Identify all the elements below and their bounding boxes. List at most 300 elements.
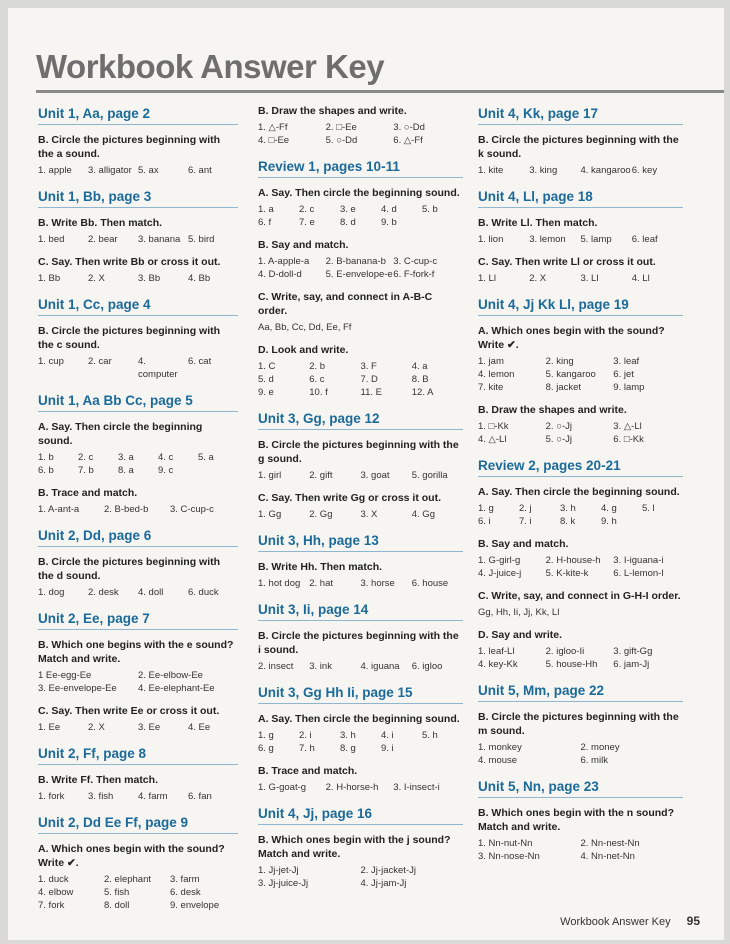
answer-item: 3. I-insect-i: [393, 782, 440, 793]
answer-item: 6. i: [478, 516, 491, 527]
exercise: [258, 629, 463, 673]
answer-item: 2. money: [580, 742, 620, 753]
section-heading: Unit 1, Bb, page 3: [38, 189, 238, 208]
answer-item: 5. lamp: [580, 234, 612, 245]
answer-section: [38, 611, 238, 734]
answer-row: [258, 781, 463, 794]
answer-row: [478, 433, 683, 446]
section-heading: Unit 5, Mm, page 22: [478, 683, 683, 702]
answer-row: [478, 381, 683, 394]
exercise-prompt: B. Write Ff. Then match.: [38, 774, 158, 786]
answer-text: Gg, Hh, Ii, Jj, Kk, Ll: [478, 607, 560, 618]
answer-item: 4. farm: [138, 791, 168, 802]
answer-item: 1. lion: [478, 234, 504, 245]
answer-row: [38, 899, 238, 912]
exercise-prompt: A. Which ones begin with the sound? Write ✔.: [478, 325, 665, 351]
answer-item: 3. leaf: [613, 356, 640, 367]
answer-item: 6. F-fork-f: [393, 269, 435, 280]
exercise-prompt: A. Say. Then circle the beginning sound.: [478, 486, 680, 498]
answer-item: 2. □-Ee: [325, 122, 357, 133]
answer-item: 3. Ll: [580, 273, 599, 284]
answer-item: 1. monkey: [478, 742, 522, 753]
exercise: [38, 842, 238, 912]
exercise: [258, 343, 463, 399]
answer-item: 1. duck: [38, 874, 69, 885]
page-number: 95: [686, 914, 700, 928]
answer-item: 2. i: [299, 730, 312, 741]
section-heading: Unit 2, Dd, page 6: [38, 528, 238, 547]
section-heading: Unit 1, Aa, page 2: [38, 106, 238, 125]
answer-item: 2. igloo-Ii: [545, 646, 585, 657]
answer-row: [478, 754, 683, 767]
answer-row: [38, 886, 238, 899]
answer-item: 8. doll: [104, 900, 130, 911]
answer-item: 4. i: [381, 730, 394, 741]
answer-item: 12. A: [411, 387, 434, 398]
answer-item: 7. i: [519, 516, 532, 527]
section-heading: Unit 4, Ll, page 18: [478, 189, 683, 208]
exercise-prompt: C. Write, say, and connect in G-H-I order.: [478, 590, 681, 602]
column-3: [478, 104, 683, 875]
answer-item: 2. X: [88, 722, 105, 733]
answer-item: 6. c: [309, 374, 325, 385]
answer-item: 2. j: [519, 503, 532, 514]
answer-text: Aa, Bb, Cc, Dd, Ee, Ff: [258, 322, 352, 333]
section-heading: Unit 2, Ee, page 7: [38, 611, 238, 630]
exercise: [478, 324, 683, 394]
answer-item: 2. gift: [309, 470, 333, 481]
answer-item: 3. ○-Dd: [393, 122, 425, 133]
answer-section: [258, 602, 463, 673]
answer-section: [38, 746, 238, 803]
answer-item: 5. b: [422, 204, 438, 215]
section-heading: Unit 4, Kk, page 17: [478, 106, 683, 125]
answer-item: 6. leaf: [631, 234, 658, 245]
section-heading: Unit 1, Cc, page 4: [38, 297, 238, 316]
answer-item: 1. G-goat-g: [258, 782, 307, 793]
answer-item: 5. gorilla: [411, 470, 448, 481]
exercise-prompt: B. Circle the pictures beginning with the c sound.: [38, 325, 221, 351]
answer-row: [38, 164, 238, 177]
answer-item: 3. lemon: [529, 234, 566, 245]
answer-row: [258, 577, 463, 590]
exercise: [38, 255, 238, 285]
exercise-prompt: B. Draw the shapes and write.: [258, 105, 407, 117]
answer-item: 4. doll: [138, 587, 164, 598]
exercise: [38, 133, 238, 177]
answer-item: 4. Gg: [411, 509, 435, 520]
answer-row: [478, 554, 683, 567]
answer-row: [258, 121, 463, 134]
section-heading: Unit 4, Jj Kk Ll, page 19: [478, 297, 683, 316]
answer-item: 2. car: [88, 356, 112, 367]
answer-item: 7. kite: [478, 382, 504, 393]
answer-row: [258, 373, 463, 386]
answer-item: 5. h: [422, 730, 438, 741]
answer-row: [258, 864, 463, 877]
answer-row: [478, 272, 683, 285]
answer-section: [258, 159, 463, 399]
title-rule: [36, 90, 724, 93]
answer-item: 2. H-house-h: [545, 555, 601, 566]
answer-item: [642, 515, 683, 528]
answer-item: 5. ○-Jj: [545, 434, 572, 445]
exercise: [258, 238, 463, 281]
answer-item: 1. kite: [478, 165, 504, 176]
answer-item: 6. desk: [170, 887, 201, 898]
answer-item: 9. e: [258, 387, 274, 398]
answer-item: 3. a: [118, 452, 134, 463]
answer-row: [258, 203, 463, 216]
answer-item: 6. ant: [188, 165, 212, 176]
answer-item: 3. C-cup-c: [170, 504, 214, 515]
answer-item: 1. C: [258, 361, 276, 372]
answer-item: 8. d: [340, 217, 356, 228]
answer-item: 3. king: [529, 165, 558, 176]
answer-item: 6. b: [38, 465, 54, 476]
answer-section: [38, 297, 238, 381]
section-heading: Unit 4, Jj, page 16: [258, 806, 463, 825]
exercise: [258, 833, 463, 890]
exercise-prompt: C. Say. Then write Bb or cross it out.: [38, 256, 221, 268]
answer-item: [422, 216, 463, 229]
exercise: [478, 806, 683, 863]
exercise-prompt: B. Trace and match.: [258, 765, 358, 777]
answer-item: 4. J-juice-j: [478, 568, 522, 579]
answer-item: 3. Bb: [138, 273, 161, 284]
answer-item: 4. elbow: [38, 887, 74, 898]
exercise: [38, 638, 238, 695]
exercise-prompt: C. Say. Then write Ll or cross it out.: [478, 256, 656, 268]
answer-item: 1. a: [258, 204, 274, 215]
answer-item: 6. L-lemon-l: [613, 568, 664, 579]
answer-item: 9. b: [381, 217, 397, 228]
answer-item: 5. E-envelope-e: [325, 269, 393, 280]
answer-item: 1. G-girl-g: [478, 555, 521, 566]
answer-row: [38, 464, 238, 477]
answer-section: [258, 533, 463, 590]
answer-item: 4. Ll: [631, 273, 650, 284]
answer-row: [478, 164, 683, 177]
answer-row: [478, 420, 683, 433]
exercise-prompt: B. Trace and match.: [38, 487, 138, 499]
exercise: [258, 438, 463, 482]
answer-item: 1. Ee: [38, 722, 61, 733]
answer-row: [258, 660, 463, 673]
exercise: [478, 589, 683, 619]
exercise: [478, 710, 683, 767]
exercise-prompt: A. Say. Then circle the beginning sound.: [258, 713, 460, 725]
answer-row: [258, 255, 463, 268]
exercise-prompt: B. Which ones begin with the n sound? Match and write.: [478, 807, 674, 833]
answer-item: 3. △-Ll: [613, 421, 642, 432]
answer-item: 4. △-Ll: [478, 434, 507, 445]
answer-item: 4. Bb: [188, 273, 211, 284]
answer-item: 3. X: [360, 509, 378, 520]
column-1: [38, 104, 238, 924]
answer-item: 6. key: [631, 165, 658, 176]
page-title: Workbook Answer Key: [36, 48, 385, 85]
answer-row: [258, 134, 463, 147]
answer-item: 3. alligator: [88, 165, 132, 176]
title-bar: [8, 48, 724, 93]
answer-item: 9. i: [381, 743, 394, 754]
answer-item: 1. g: [478, 503, 494, 514]
exercise: [38, 704, 238, 734]
answer-item: 3. I-iguana-i: [613, 555, 664, 566]
answer-item: 1. Ll: [478, 273, 496, 284]
answer-item: 6. fan: [188, 791, 212, 802]
answer-item: 1. g: [258, 730, 274, 741]
answer-item: 2. Gg: [309, 509, 333, 520]
answer-item: 7. b: [78, 465, 94, 476]
answer-row: [38, 451, 238, 464]
answer-item: 2. c: [78, 452, 94, 463]
answer-section: [38, 189, 238, 285]
answer-row: [478, 658, 683, 671]
exercise-prompt: B. Circle the pictures beginning with the m sound.: [478, 711, 679, 737]
answer-item: 3. e: [340, 204, 356, 215]
section-heading: Review 1, pages 10-11: [258, 159, 463, 178]
exercise-prompt: B. Circle the pictures beginning with the k sound.: [478, 134, 679, 160]
exercise: [478, 628, 683, 671]
answer-section: [478, 458, 683, 671]
answer-row: [38, 233, 238, 246]
answer-row: [38, 682, 238, 695]
exercise-prompt: D. Look and write.: [258, 344, 349, 356]
answer-item: 4. Ee: [188, 722, 211, 733]
answer-section: [38, 393, 238, 516]
answer-row: [478, 233, 683, 246]
answer-item: 1. jam: [478, 356, 504, 367]
answer-item: 6. milk: [580, 755, 608, 766]
answer-item: 4. kangaroo: [580, 165, 631, 176]
answer-item: 7. fork: [38, 900, 65, 911]
answer-item: 4. c: [158, 452, 174, 463]
answer-item: 3. farm: [170, 874, 200, 885]
answer-row: [38, 355, 238, 381]
answer-item: 3. horse: [360, 578, 395, 589]
answer-item: 5. K-kite-k: [545, 568, 589, 579]
answer-row: [38, 272, 238, 285]
answer-section: [258, 806, 463, 890]
answer-row: [478, 502, 683, 515]
answer-item: 7. D: [360, 374, 378, 385]
exercise: [258, 290, 463, 334]
exercise: [478, 133, 683, 177]
answer-item: 1. △-Ff: [258, 122, 288, 133]
answer-item: 1. A-apple-a: [258, 256, 310, 267]
answer-item: 4. mouse: [478, 755, 518, 766]
exercise: [38, 486, 238, 516]
answer-item: 5. fish: [104, 887, 130, 898]
section-heading: Unit 5, Nn, page 23: [478, 779, 683, 798]
answer-item: 4. iguana: [360, 661, 400, 672]
answer-item: 4. D-doll-d: [258, 269, 302, 280]
answer-item: 2. Nn-nest-Nn: [580, 838, 640, 849]
answer-row: [478, 837, 683, 850]
answer-item: 8. g: [340, 743, 356, 754]
exercise: [258, 104, 463, 147]
answer-item: 3. Ee-envelope-Ee: [38, 683, 117, 694]
answer-row: [478, 741, 683, 754]
answer-item: 8. a: [118, 465, 134, 476]
answer-item: [422, 742, 463, 755]
exercise: [478, 216, 683, 246]
answer-item: 2. elephant: [104, 874, 152, 885]
answer-item: 2. Jj-jacket-Jj: [360, 865, 416, 876]
exercise: [258, 764, 463, 794]
answer-item: 4. Jj-jam-Jj: [360, 878, 407, 889]
exercise-prompt: B. Write Ll. Then match.: [478, 217, 598, 229]
answer-item: 4. Ee-elephant-Ee: [138, 683, 215, 694]
exercise-prompt: A. Say. Then circle the beginning sound.: [38, 421, 203, 447]
exercise: [258, 186, 463, 229]
exercise-prompt: B. Circle the pictures beginning with the a sound.: [38, 134, 221, 160]
answer-item: 3. h: [560, 503, 576, 514]
answer-item: 5. ○-Dd: [325, 135, 358, 146]
exercise-prompt: B. Write Hh. Then match.: [258, 561, 383, 573]
answer-item: 2. king: [545, 356, 574, 367]
answer-item: 5. ax: [138, 165, 159, 176]
answer-item: 5. kangaroo: [545, 369, 596, 380]
answer-item: 6. igloo: [411, 661, 443, 672]
answer-item: 2. B-banana-b: [325, 256, 386, 267]
answer-section: [258, 411, 463, 521]
answer-row: [258, 469, 463, 482]
answer-item: 1. Jj-jet-Jj: [258, 865, 299, 876]
answer-item: 3. goat: [360, 470, 390, 481]
exercise-prompt: B. Circle the pictures beginning with the d sound.: [38, 556, 221, 582]
section-heading: Unit 3, Ii, page 14: [258, 602, 463, 621]
answer-section: [38, 528, 238, 599]
answer-item: [198, 464, 238, 477]
answer-row: [478, 515, 683, 528]
answer-item: 1. cup: [38, 356, 64, 367]
exercise-prompt: C. Say. Then write Gg or cross it out.: [258, 492, 442, 504]
section-heading: Review 2, pages 20-21: [478, 458, 683, 477]
section-heading: Unit 2, Dd Ee Ff, page 9: [38, 815, 238, 834]
answer-item: 5. a: [198, 452, 214, 463]
answer-row: [38, 873, 238, 886]
exercise: [478, 537, 683, 580]
answer-item: 6. □-Kk: [613, 434, 644, 445]
exercise-prompt: A. Which ones begin with the sound? Write ✔.: [38, 843, 225, 869]
answer-item: 2. hat: [309, 578, 334, 589]
answer-item: 6. duck: [188, 587, 219, 598]
answer-item: 8. k: [560, 516, 576, 527]
answer-item: 4. lemon: [478, 369, 515, 380]
exercise: [38, 324, 238, 381]
answer-section: [478, 779, 683, 863]
answer-item: 1. b: [38, 452, 54, 463]
answer-item: 7. h: [299, 743, 315, 754]
answer-item: 10. f: [309, 387, 328, 398]
answer-item: 2. H-horse-h: [325, 782, 379, 793]
answer-item: 4. computer: [138, 356, 178, 380]
answer-row: [478, 567, 683, 580]
exercise-prompt: B. Draw the shapes and write.: [478, 404, 627, 416]
answer-item: 4. d: [381, 204, 397, 215]
answer-item: 3. F: [360, 361, 377, 372]
answer-row: [258, 877, 463, 890]
exercise-prompt: B. Circle the pictures beginning with the g sound.: [258, 439, 459, 465]
answer-item: 3. Jj-juice-Jj: [258, 878, 309, 889]
answer-item: 1. dog: [38, 587, 65, 598]
answer-section: [258, 685, 463, 794]
answer-item: 1. Nn-nut-Nn: [478, 838, 533, 849]
answer-row: [478, 368, 683, 381]
answer-item: 3. fish: [88, 791, 114, 802]
answer-item: 1 Ee-egg-Ee: [38, 670, 92, 681]
exercise: [258, 491, 463, 521]
answer-item: 9. lamp: [613, 382, 645, 393]
answer-row: [258, 508, 463, 521]
answer-section: [38, 815, 238, 912]
column-2: [258, 104, 463, 902]
answer-item: 1. bed: [38, 234, 65, 245]
exercise: [258, 560, 463, 590]
exercise: [38, 420, 238, 477]
exercise: [38, 216, 238, 246]
answer-item: 2. bear: [88, 234, 118, 245]
answer-row: [38, 790, 238, 803]
answer-item: 11. E: [360, 387, 382, 398]
exercise-prompt: A. Say. Then circle the beginning sound.: [258, 187, 460, 199]
answer-item: 8. B: [411, 374, 429, 385]
answer-row: [38, 669, 238, 682]
answer-row: [258, 360, 463, 373]
answer-item: 4. Nn-net-Nn: [580, 851, 635, 862]
answer-item: 3. banana: [138, 234, 181, 245]
answer-section: [258, 104, 463, 147]
section-heading: Unit 3, Hh, page 13: [258, 533, 463, 552]
exercise: [478, 485, 683, 528]
answer-item: 3. h: [340, 730, 356, 741]
answer-item: 2. c: [299, 204, 315, 215]
answer-item: 6. cat: [188, 356, 212, 367]
answer-row: [38, 503, 238, 516]
exercise: [478, 403, 683, 446]
answer-item: 1. fork: [38, 791, 65, 802]
answer-item: 1. hot dog: [258, 578, 301, 589]
answer-row: [478, 355, 683, 368]
exercise-prompt: B. Say and match.: [258, 239, 349, 251]
answer-item: 1. Bb: [38, 273, 61, 284]
answer-row: [38, 721, 238, 734]
answer-item: 2. insect: [258, 661, 294, 672]
answer-item: 3. Nn-nose-Nn: [478, 851, 540, 862]
answer-item: 2. ○-Jj: [545, 421, 572, 432]
answer-key-page: [8, 8, 724, 940]
exercise-prompt: C. Say. Then write Ee or cross it out.: [38, 705, 220, 717]
exercise-prompt: B. Circle the pictures beginning with the i sound.: [258, 630, 459, 656]
answer-row: [258, 216, 463, 229]
answer-row: [258, 729, 463, 742]
answer-item: 5. house-Hh: [545, 659, 598, 670]
exercise: [38, 773, 238, 803]
answer-item: 4. □-Ee: [258, 135, 290, 146]
answer-item: 4. g: [601, 503, 617, 514]
answer-item: 4. key-Kk: [478, 659, 518, 670]
answer-item: 2. X: [88, 273, 105, 284]
exercise-prompt: B. Say and match.: [478, 538, 569, 550]
answer-row: [38, 586, 238, 599]
answer-item: 4. a: [411, 361, 428, 372]
exercise-prompt: B. Which one begins with the e sound? Match and write.: [38, 639, 234, 665]
answer-item: 3. ink: [309, 661, 332, 672]
answer-item: 2. b: [309, 361, 326, 372]
